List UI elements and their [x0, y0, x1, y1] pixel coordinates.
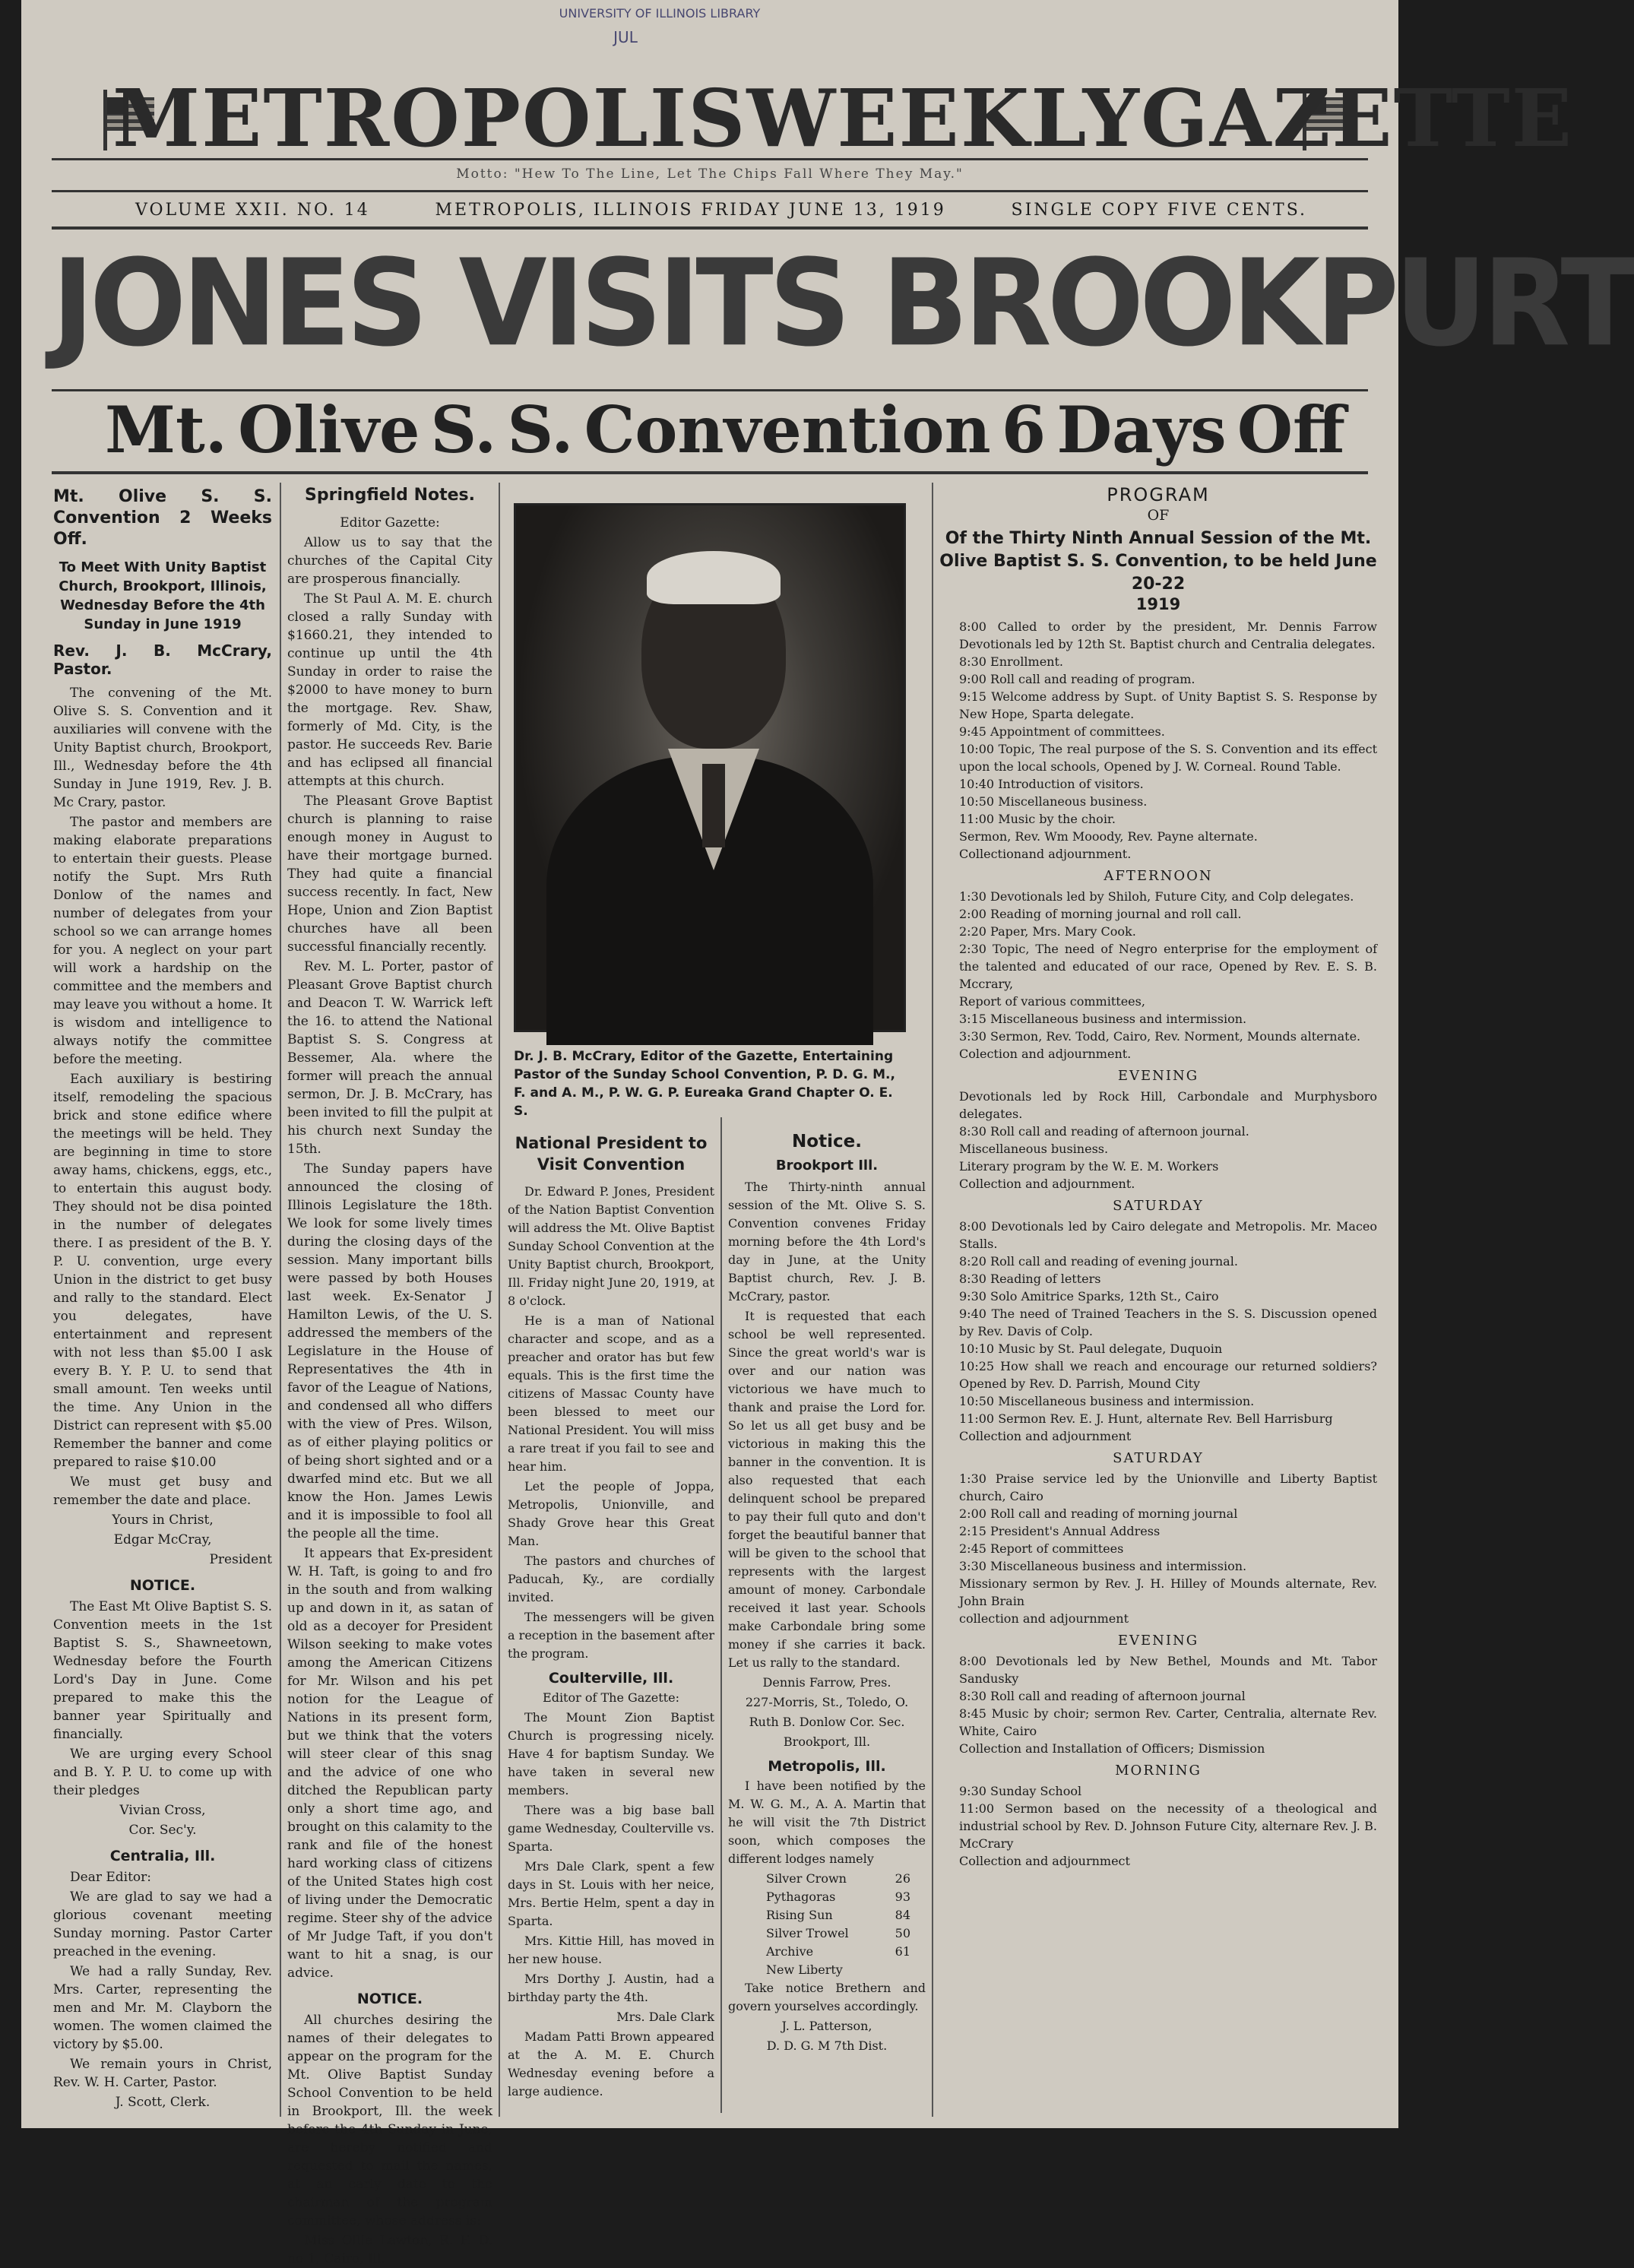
masthead-word-2: WEEKLY [746, 71, 1141, 165]
paragraph: He is a man of National character and scope, and as a preacher and orator has but few equals. This is the first time the citizens of Massac County have been blessed to meet our National President. You will miss a rare treat if you fail to see and hear him. [508, 1313, 714, 1474]
subhead-word: S. [430, 391, 497, 467]
subhead-word: Days [1056, 391, 1227, 467]
signature: D. D. G. M 7th Dist. [766, 2038, 888, 2053]
column-4 [728, 1132, 926, 2121]
masthead [112, 71, 1573, 165]
lodge-number: 84 [895, 1908, 910, 1922]
signature: 227-Morris, St., Toledo, O. [745, 1695, 909, 1709]
program-item: 10:00 Topic, The real purpose of the S. S. Convention and its effect upon the local schools, Opened by J. W. Corneal. Round Table. [959, 742, 1377, 774]
subhead-word: 6 [1001, 391, 1047, 467]
program-item: Missionary sermon by Rev. J. H. Hilley of Mounds alternate, Rev. John Brain [959, 1576, 1377, 1608]
program-item: 2:45 Report of committees [959, 1541, 1124, 1556]
program-saturday-evening [939, 1652, 1377, 1757]
paragraph: Mrs. Kittie Hill, has moved in her new house. [508, 1934, 714, 1966]
program-item: 2:30 Topic, The need of Negro enterprise for the employment of the talented and educated of our race, Opened by Rev. E. S. B. Mccrary, [959, 942, 1377, 991]
masthead-word-1: METROPOLIS [112, 71, 747, 165]
lodge-name: Silver Crown [766, 1871, 847, 1886]
paragraph: We are urging every School and B. Y. P. U. to come up with their pledges [53, 1747, 272, 1798]
program-item: 9:30 Solo Amitrice Sparks, 12th St., Cairo [959, 1289, 1219, 1303]
program-item: 3:30 Miscellaneous business and intermission. [959, 1559, 1247, 1573]
article-subtitle: Brookport Ill. [775, 1158, 879, 1174]
program-heading: Of the Thirty Ninth Annual Session of the Mt. Olive Baptist S. S. Convention, to be held June 20-22 [939, 529, 1377, 594]
column-rule [720, 1117, 722, 2113]
program-item: Colection and adjournment. [959, 1047, 1132, 1061]
article-byline: Rev. J. B. McCrary, Pastor. [53, 641, 272, 678]
rule-top [52, 158, 1368, 160]
paragraph: Mrs Dale Clark, spent a few days in St. Louis with her neice, Mrs. Bertie Helm, spent a day in Sparta. [508, 1859, 714, 1928]
column-3 [508, 1132, 714, 2121]
article-title: Mt. Olive S. S. Convention 2 Weeks Off. [53, 487, 272, 549]
subhead-word: Mt. [105, 391, 228, 467]
paragraph: There was a big base ball game Wednesday, Coulterville vs. Sparta. [508, 1803, 714, 1854]
lodge-name: Silver Trowel [766, 1926, 849, 1940]
program-item: 8:00 Devotionals led by New Bethel, Mounds and Mt. Tabor Sandusky [959, 1654, 1377, 1686]
section-heading: EVENING [1117, 1633, 1199, 1649]
program-item: 8:30 Roll call and reading of afternoon journal [959, 1689, 1246, 1703]
signature: J. L. Patterson, [781, 2019, 872, 2033]
signature: Cor. Sec'y. [128, 1823, 197, 1838]
paragraph: Dr. Edward P. Jones, President of the Nation Baptist Convention will address the Mt. Olive Baptist Sunday School Convention at the Unity Baptist church, Brookport, Ill. Friday night June 20, 1919, at 8 o'clock. [508, 1184, 714, 1308]
program-item: Miscellaneous business. [959, 1142, 1109, 1156]
salutation: Editor Gazette: [340, 515, 440, 531]
program-item: 10:50 Miscellaneous business. [959, 794, 1148, 809]
program-item: 1:30 Praise service led by the Unionville and Liberty Baptist church, Cairo [959, 1471, 1377, 1503]
lodge-row [728, 1961, 926, 1979]
signature: Dennis Farrow, Pres. [762, 1675, 891, 1690]
paragraph: Rev. M. L. Porter, pastor of Pleasant Grove Baptist church and Deacon T. W. Warrick left the 16. to attend the National Baptist S. S. Congress at Bessemer, Ala. where the former will preach the annual sermon, Dr. J. B. McCrary, has been invited to fill the pulpit at his church next Sunday the 15th. [287, 959, 492, 1157]
paragraph: The pastor and members are making elaborate preparations to entertain their guests. Please notify the Supt. Mrs Ruth Donlow of the names and number of delegates from your school so we can arrange homes for you. A neglect on your part will work a hardship on the committee and the members and may leave you without a home. It is wisdom and intelligence to always notify the committee before the meeting. [53, 815, 272, 1067]
signature: Edgar McCray, [113, 1532, 212, 1547]
editor-portrait-photo [514, 503, 906, 1032]
paragraph: Let the people of Joppa, Metropolis, Unionville, and Shady Grove hear this Great Man. [508, 1479, 714, 1548]
program-item: 8:30 Reading of letters [959, 1272, 1101, 1286]
salutation: Dear Editor: [70, 1870, 152, 1885]
program-of: OF [1147, 507, 1170, 524]
main-headline: JONES VISITS BROOKPURT [52, 234, 1634, 374]
rule-subhead [52, 471, 1368, 474]
program-year: 1919 [1135, 595, 1181, 613]
program-item: 2:00 Roll call and reading of morning journal [959, 1506, 1238, 1521]
stamp-line-2: JUL [613, 28, 638, 46]
program-item: 9:00 Roll call and reading of program. [959, 672, 1195, 686]
program-item: collection and adjournment [959, 1611, 1129, 1626]
paragraph: Mrs Dorthy J. Austin, had a birthday party the 4th. [508, 1972, 714, 2004]
program-saturday-afternoon [939, 1470, 1377, 1627]
motto: Motto: "Hew To The Line, Let The Chips Fall Where They May." [456, 166, 964, 182]
paragraph: The East Mt Olive Baptist S. S. Convention meets in the 1st Baptist S. S., Shawneetown, Wednesday before the Fourth Lord's Day in June. Come prepared to make this the banner year Spiritually and financially. [53, 1599, 272, 1742]
subhead-word: S. [507, 391, 574, 467]
section-heading: MORNING [1115, 1763, 1202, 1779]
program-item: 10:10 Music by St. Paul delegate, Duquoin [959, 1341, 1223, 1356]
program-item: 8:00 Called to order by the president, Mr. Dennis Farrow Devotionals led by 12th St. Baptist church and Centralia delegates. [959, 619, 1377, 651]
lodge-row [728, 1906, 926, 1924]
paragraph: The Pleasant Grove Baptist church is planning to raise enough money in August to have their mortgage burned. They had quite a financial success recently. In fact, New Hope, Union and Zion Baptist churches have all been successful financially recently. [287, 793, 492, 955]
column-rule [280, 483, 281, 2117]
column-2 [287, 486, 492, 2266]
column-rule [932, 483, 933, 2117]
paragraph: Take notice Brethern and govern yourselves accordingly. [728, 1981, 926, 2013]
article-title: National President to Visit Convention [515, 1134, 708, 1174]
centralia-title: Centralia, Ill. [109, 1848, 216, 1864]
program-item: Sermon, Rev. Wm Mooody, Rev. Payne alternate. [959, 829, 1258, 844]
lodge-name: New Liberty [766, 1962, 843, 1977]
masthead-word-3: GAZETTE [1140, 71, 1573, 165]
paragraph: We must get busy and remember the date and place. [53, 1475, 272, 1508]
program-item: Report of various committees, [959, 994, 1145, 1009]
lodge-number: 50 [895, 1926, 910, 1940]
salutation: Editor of The Gazette: [543, 1690, 679, 1705]
lodge-row [728, 1924, 926, 1943]
lodge-row [728, 1888, 926, 1906]
program-item: 10:50 Miscellaneous business and intermission. [959, 1394, 1255, 1408]
subhead-word: Olive [238, 391, 420, 467]
paragraph: Each auxiliary is bestiring itself, remodeling the spacious brick and stone edifice where the meetings will be held. They are beginning in time to store away hams, chickens, eggs, etc., to entertain this august body. They should not be disa pointed in the number of delegates there. I as president of the B. Y. P. U. convention, urge every Union in the district to get busy and rally to the standard. Elect you delegates, have entertainment and represent with not less than $5.00 I ask every B. Y. P. U. to send that small amount. Ten weeks until the time. Any Union in the District can represent with $5.00 Remember the banner and come prepared to raise $10.00 [53, 1072, 272, 1470]
section-heading: EVENING [1117, 1068, 1199, 1084]
paragraph: The pastors and churches of Paducah, Ky., are cordially invited. [508, 1554, 714, 1604]
paragraph: The Thirty-ninth annual session of the Mt. Olive S. S. Convention convenes Friday morning before the 4th Lord's day in June, at the Unity Baptist church, Rev. J. B. McCrary, pastor. [728, 1180, 926, 1303]
issue-date: METROPOLIS, ILLINOIS FRIDAY JUNE 13, 1919 [435, 201, 946, 220]
program-item: Collection and Installation of Officers; Dismission [959, 1741, 1265, 1756]
paragraph: Madam Patti Brown appeared at the A. M. E. Church Wednesday evening before a large audience. [508, 2029, 714, 2099]
address: Miss Ollie Lawton, R. F. D. no 1, Cairo, Ill. [287, 2233, 492, 2266]
program-item: 8:30 Enrollment. [959, 654, 1063, 669]
program-item: Collection and adjournment [959, 1429, 1132, 1443]
signature: President [209, 1552, 272, 1567]
program-item: 11:00 Music by the choir. [959, 812, 1116, 826]
notice-title: NOTICE. [356, 1991, 423, 2007]
lodge-number: 61 [895, 1944, 910, 1959]
program-item: 8:20 Roll call and reading of evening journal. [959, 1254, 1238, 1269]
program-item: 10:40 Introduction of visitors. [959, 777, 1144, 791]
program-item: 2:00 Reading of morning journal and roll call. [959, 907, 1242, 921]
program-morning-session [939, 618, 1377, 863]
paragraph: I have been notified by the M. W. G. M., A. A. Martin that he will visit the 7th District soon, which composes the different lodges namely [728, 1779, 926, 1866]
program-item: 1:30 Devotionals led by Shiloh, Future City, and Colp delegates. [959, 889, 1354, 904]
program-item: 8:00 Devotionals led by Cairo delegate and Metropolis. Mr. Maceo Stalls. [959, 1219, 1377, 1251]
coulterville-title: Coulterville, Ill. [548, 1670, 674, 1687]
subhead-word: Convention [584, 391, 991, 467]
program-column [939, 486, 1377, 2121]
lodge-number: 26 [895, 1871, 910, 1886]
program-evening-session [939, 1088, 1377, 1193]
program-item: 11:00 Sermon Rev. E. J. Hunt, alternate Rev. Bell Harrisburg [959, 1411, 1333, 1426]
paragraph: The St Paul A. M. E. church closed a rally Sunday with $1660.21, they intended to continue up until the 4th Sunday in order to raise the $2000 to have money to burn the mortgage. Rev. Shaw, formerly of Md. City, is the pastor. He succeeds Rev. Barie and has eclipsed all financial attempts at this church. [287, 591, 492, 789]
column-1 [53, 486, 272, 2121]
program-item: Collection and adjournment. [959, 1177, 1135, 1191]
paragraph: The messengers will be given a reception in the basement after the program. [508, 1610, 714, 1661]
subhead-word: Off [1237, 391, 1345, 467]
signature: Ruth B. Donlow Cor. Sec. [749, 1715, 905, 1729]
stamp-line-1: UNIVERSITY OF ILLINOIS LIBRARY [559, 6, 761, 21]
lodge-name: Pythagoras [766, 1889, 836, 1904]
program-item: Collection and adjournmect [959, 1854, 1130, 1868]
program-item: 9:30 Sunday School [959, 1784, 1082, 1798]
metropolis-title: Metropolis, Ill. [768, 1758, 886, 1775]
paragraph: It is requested that each school be well represented. Since the great world's war is over and our nation was victorious we have much to thank and praise the Lord for. So let us all get busy and be victorious in making this the banner in the convention. It is also requested that each delinquent school be prepared to pay their full quto and don't forget the beautiful banner that will be given to the school that represents with the largest amount of money. Carbondale received it last year. Schools make Carbondale bring some money if she carries it back. Let us rally to the standard. [728, 1309, 926, 1670]
program-item: 2:20 Paper, Mrs. Mary Cook. [959, 924, 1136, 939]
section-heading: SATURDAY [1113, 1198, 1204, 1214]
lodge-name: Archive [766, 1944, 814, 1959]
program-afternoon-session [939, 888, 1377, 1063]
section-heading: AFTERNOON [1104, 868, 1213, 884]
article-title: Springfield Notes. [305, 486, 475, 505]
signature: Mrs. Dale Clark [616, 2010, 714, 2024]
paragraph: All churches desiring the names of their delegates to appear on the program for the Mt. Olive Baptist Sunday School Convention to be held in Brookport, Ill. the week before the 4th Sunday in June, are hereby notified and requested to mail the names, at an early date to the chairman of the program committee, whose address is: [287, 2013, 492, 2228]
program-item: 11:00 Sermon based on the necessity of a theological and industrial school by Rev. D. Johnson Future City, alternare Rev. J. B. McCrary [959, 1801, 1377, 1851]
signature: Yours in Christ, [112, 1513, 214, 1528]
paragraph: We remain yours in Christ, Rev. W. H. Carter, Pastor. [53, 2057, 272, 2090]
program-item: 9:40 The need of Trained Teachers in the S. S. Discussion opened by Rev. Davis of Colp. [959, 1307, 1377, 1338]
lodge-number: 93 [895, 1889, 910, 1904]
lodge-row [728, 1943, 926, 1961]
program-sunday-morning [939, 1782, 1377, 1870]
program-title: PROGRAM [1107, 484, 1210, 505]
volume-number: VOLUME XXII. NO. 14 [135, 201, 370, 220]
program-item: 2:15 President's Annual Address [959, 1524, 1161, 1538]
price: SINGLE COPY FIVE CENTS. [1011, 201, 1307, 220]
article-title: Notice. [792, 1132, 862, 1151]
paragraph: We are glad to say we had a glorious covenant meeting Sunday morning. Pastor Carter preached in the evening. [53, 1889, 272, 1959]
program-item: 10:25 How shall we reach and encourage our returned soldiers? Opened by Rev. D. Parrish, Mound City [959, 1359, 1377, 1391]
program-item: Collectionand adjournment. [959, 847, 1132, 861]
program-item: 8:45 Music by choir; sermon Rev. Carter, Centralia, alternate Rev. White, Cairo [959, 1706, 1377, 1738]
program-item: Devotionals led by Rock Hill, Carbondale and Murphysboro delegates. [959, 1089, 1377, 1121]
photo-caption: Dr. J. B. McCrary, Editor of the Gazette, Entertaining Pastor of the Sunday School Convention, P. D. G. M., F. and A. M., P. W. G. P. Eureaka Grand Chapter O. E. S. [514, 1049, 895, 1119]
paragraph: The convening of the Mt. Olive S. S. Convention and it auxiliaries will convene with the Unity Baptist church, Brookport, Ill., Wednesday before the 4th Sunday in June 1919, Rev. J. B. Mc Crary, pastor. [53, 686, 272, 810]
program-item: 9:15 Welcome address by Supt. of Unity Baptist S. S. Response by New Hope, Sparta delegate. [959, 689, 1377, 721]
newspaper-page [21, 0, 1634, 2266]
section-heading: SATURDAY [1113, 1450, 1204, 1466]
lodge-name: Rising Sun [766, 1908, 833, 1922]
signature: J. Scott, Clerk. [115, 2095, 211, 2110]
notice-title: NOTICE. [129, 1577, 196, 1594]
lodge-list [728, 1870, 926, 1979]
column-rule [499, 483, 500, 2117]
article-subtitle: To Meet With Unity Baptist Church, Brookport, Illinois, Wednesday Before the 4th Sunday in June 1919 [59, 559, 267, 632]
paragraph: The Sunday papers have announced the closing of Illinois Legislature the 18th. We look for some lively times during the closing days of the session. Many important bills were passed by both Houses last week. Ex-Senator J Hamilton Lewis, of the U. S. addressed the members of the Legislature in the House of Representatives the 4th in favor of the League of Nations, and condensed all who differs with the view of Pres. Wilson, as of either playing politics or of being short sighted and or a dwarfed mind etc. But we all know the Hon. James Lewis and it is impossible to fool all the people all the time. [287, 1161, 492, 1541]
paragraph: It appears that Ex-president W. H. Taft, is going to and fro in the south and from walking up and down in it, as satan of old as a decoyer for President Wilson seeking to make votes among the American Citizens for Mr. Wilson and his pet notion for the League of Nations in its present form, but we think that the voters will steer clear of this snag and the advice of one who ditched the Republican party only a short time ago, and brought on this calamity to the rank and file of the honest hard working class of citizens of the United States high cost of living under the Democratic regime. Steer shy of the advice of Mr Judge Taft, if you don't want to hit a snag, is our advice. [287, 1546, 492, 1981]
paragraph: We had a rally Sunday, Rev. Mrs. Carter, representing the men and Mr. M. Clayborn the women. The women claimed the victory by $5.00. [53, 1964, 272, 2052]
program-item: 9:45 Appointment of committees. [959, 724, 1165, 739]
program-item: Literary program by the W. E. M. Workers [959, 1159, 1219, 1174]
subheadline [105, 391, 1345, 467]
signature: Brookport, Ill. [783, 1734, 871, 1749]
program-saturday-morning [939, 1218, 1377, 1445]
program-item: 3:30 Sermon, Rev. Todd, Cairo, Rev. Norment, Mounds alternate. [959, 1029, 1361, 1044]
paragraph: The Mount Zion Baptist Church is progressing nicely. Have 4 for baptism Sunday. We have taken in several new members. [508, 1710, 714, 1798]
program-item: 8:30 Roll call and reading of afternoon journal. [959, 1124, 1249, 1139]
paragraph: Allow us to say that the churches of the Capital City are prosperous financially. [287, 535, 492, 587]
signature: Vivian Cross, [119, 1803, 206, 1818]
program-item: 3:15 Miscellaneous business and intermission. [959, 1012, 1247, 1026]
lodge-row [728, 1870, 926, 1888]
rule-motto [52, 190, 1368, 192]
dateline [135, 201, 1307, 220]
